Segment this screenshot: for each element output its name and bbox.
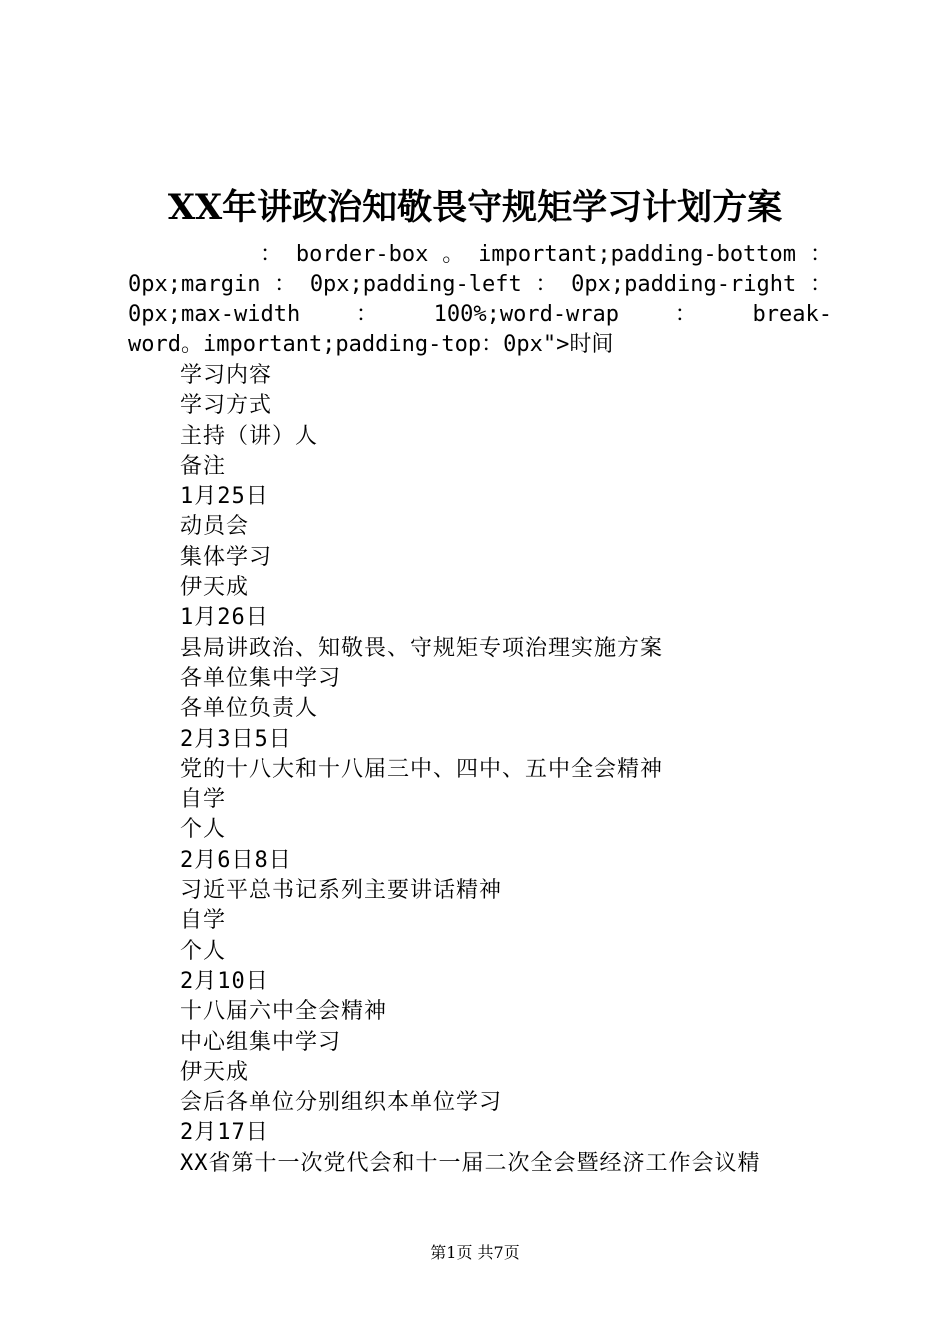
intro-paragraph <box>128 240 832 360</box>
intro-token: 0px;margin <box>128 272 261 297</box>
list-item: 1月25日 <box>180 484 269 510</box>
list-item: 学习内容 <box>180 363 273 388</box>
intro-token: 0px;padding-right <box>571 272 797 297</box>
list-item: 自学 <box>180 908 227 934</box>
intro-token: ： <box>355 302 378 327</box>
list-item: 2月3日5日 <box>180 726 292 752</box>
list-item: 2月17日 <box>180 1120 269 1146</box>
document-title: XX年讲政治知敬畏守规矩学习计划方案 <box>167 187 783 228</box>
list-item: 各单位负责人 <box>180 696 319 722</box>
intro-line <box>128 240 832 270</box>
intro-token: ： <box>674 302 697 327</box>
intro-token: word。important;padding-top：0px">时间 <box>128 332 614 357</box>
list-item: 县局讲政治、知敬畏、守规矩专项治理实施方案 <box>180 635 664 661</box>
list-item: 会后各单位分别组织本单位学习 <box>180 1090 503 1116</box>
list-item: 十八届六中全会精神 <box>180 999 388 1025</box>
list-item: 2月6日8日 <box>180 847 292 873</box>
list-item: 习近平总书记系列主要讲话精神 <box>180 878 503 904</box>
list-item: 中心组集中学习 <box>180 1029 342 1055</box>
intro-token: ： <box>535 272 558 297</box>
list-item: 备注 <box>180 453 227 479</box>
page-number-footer: 第1页 共7页 <box>430 1243 520 1262</box>
intro-line <box>128 330 832 360</box>
list-item: 1月26日 <box>180 605 269 631</box>
intro-token: ： <box>809 272 832 297</box>
list-item: 2月10日 <box>180 968 269 994</box>
list-item: 个人 <box>180 817 227 843</box>
list-item: 各单位集中学习 <box>180 665 342 691</box>
intro-token: 。 <box>442 242 465 267</box>
list-item: 学习方式 <box>180 393 273 419</box>
intro-token: ： <box>274 272 297 297</box>
intro-token: break- <box>752 302 832 327</box>
intro-line <box>128 300 832 330</box>
list-item: XX省第十一次党代会和十一届二次全会暨经济工作会议精 <box>180 1150 761 1176</box>
list-item: 伊天成 <box>180 575 250 601</box>
list-item: 主持（讲）人 <box>180 423 319 449</box>
intro-token: 0px;max-width <box>128 302 301 327</box>
list-item: 伊天成 <box>180 1059 250 1085</box>
intro-token: ： <box>260 242 283 267</box>
list-item: 集体学习 <box>180 544 273 570</box>
intro-line <box>128 270 832 300</box>
intro-token: important;padding-bottom <box>478 242 797 267</box>
list-item: 动员会 <box>180 514 250 540</box>
schedule-list <box>180 361 840 1179</box>
list-item: 个人 <box>180 938 227 964</box>
intro-token: 0px;padding-left <box>309 272 522 297</box>
intro-token: ： <box>809 242 832 267</box>
intro-token: 100%;word-wrap <box>433 302 620 327</box>
list-item: 自学 <box>180 787 227 813</box>
list-item: 党的十八大和十八届三中、四中、五中全会精神 <box>180 756 664 782</box>
intro-token: border-box <box>295 242 429 267</box>
